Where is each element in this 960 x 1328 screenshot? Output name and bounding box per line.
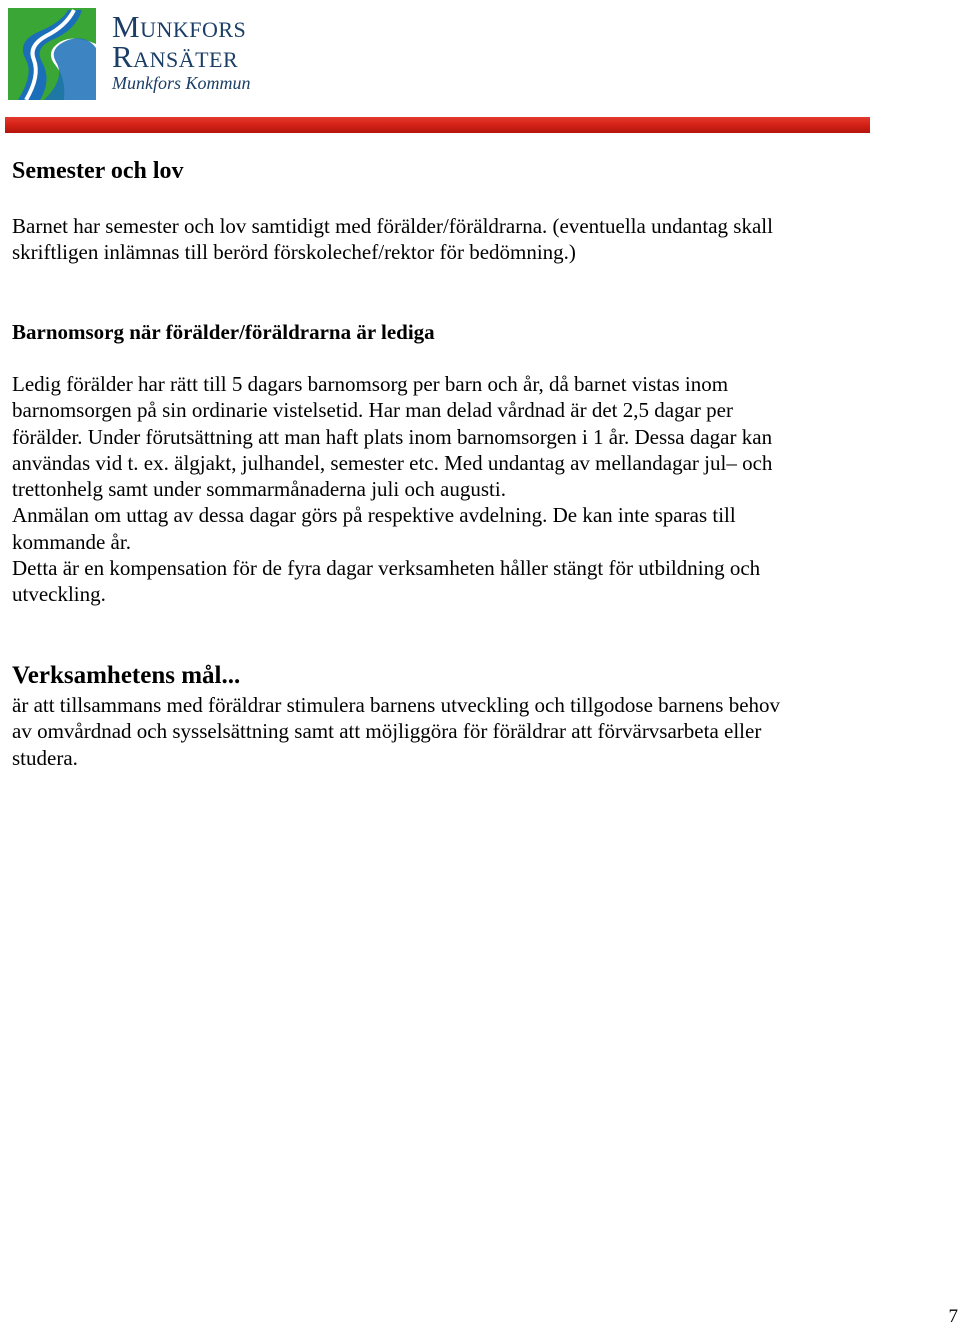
text-line: Anmälan om uttag av dessa dagar görs på respektive avdelning. De kan inte sparas till [12,503,736,528]
text-line: studera. [12,745,78,770]
text-line: skriftligen inlämnas till berörd förskolechef/rektor för bedömning.) [12,240,576,265]
text-line: är att tillsammans med föräldrar stimulera barnens utveckling och tillgodose barnens behov [12,693,781,717]
text-line: av omvårdnad och sysselsättning samt att möjliggöra för föräldrar att förvärvsarbeta eller [12,719,762,744]
logo-wordmark [112,9,312,94]
text-line: trettonhelg samt under sommarmånaderna juli och augusti. [12,477,506,502]
logo-line-ransater: Ransäter [112,39,239,74]
header-divider-bar [5,117,870,133]
section-text-barnomsorg [12,371,872,608]
text-line: kommande år. [12,529,131,554]
text-line: Barnet har semester och lov samtidigt med förälder/föräldrarna. (eventuella undantag skall [12,214,773,238]
page-header [0,0,960,140]
logo-line-kommun: Munkfors Kommun [112,73,251,93]
section-heading-verksamhetens-mal: Verksamhetens mål... [12,662,241,689]
municipality-logo-icon [4,4,100,102]
section-heading-barnomsorg: Barnomsorg när förälder/föräldrarna är lediga [12,320,435,344]
text-line: Detta är en kompensation för de fyra dagar verksamheten håller stängt för utbildning och [12,556,761,581]
text-line: förälder. Under förutsättning att man haft plats inom barnomsorgen i 1 år. Dessa dagar kan [12,424,773,449]
section-text-verksamhetens-mal [12,692,872,771]
section-text-semester [12,213,872,266]
page-number: 7 [948,1306,958,1327]
section-heading-semester: Semester och lov [12,158,184,184]
text-line: Ledig förälder har rätt till 5 dagars barnomsorg per barn och år, då barnet vistas inom [12,372,729,396]
logo-line-munkfors: Munkfors [112,9,247,44]
text-line: användas vid t. ex. älgjakt, julhandel, semester etc. Med undantag av mellandagar jul– och [12,450,773,475]
text-line: utveckling. [12,582,106,607]
text-line: barnomsorgen på sin ordinarie vistelsetid. Har man delad vårdnad är det 2,5 dagar per [12,398,733,423]
